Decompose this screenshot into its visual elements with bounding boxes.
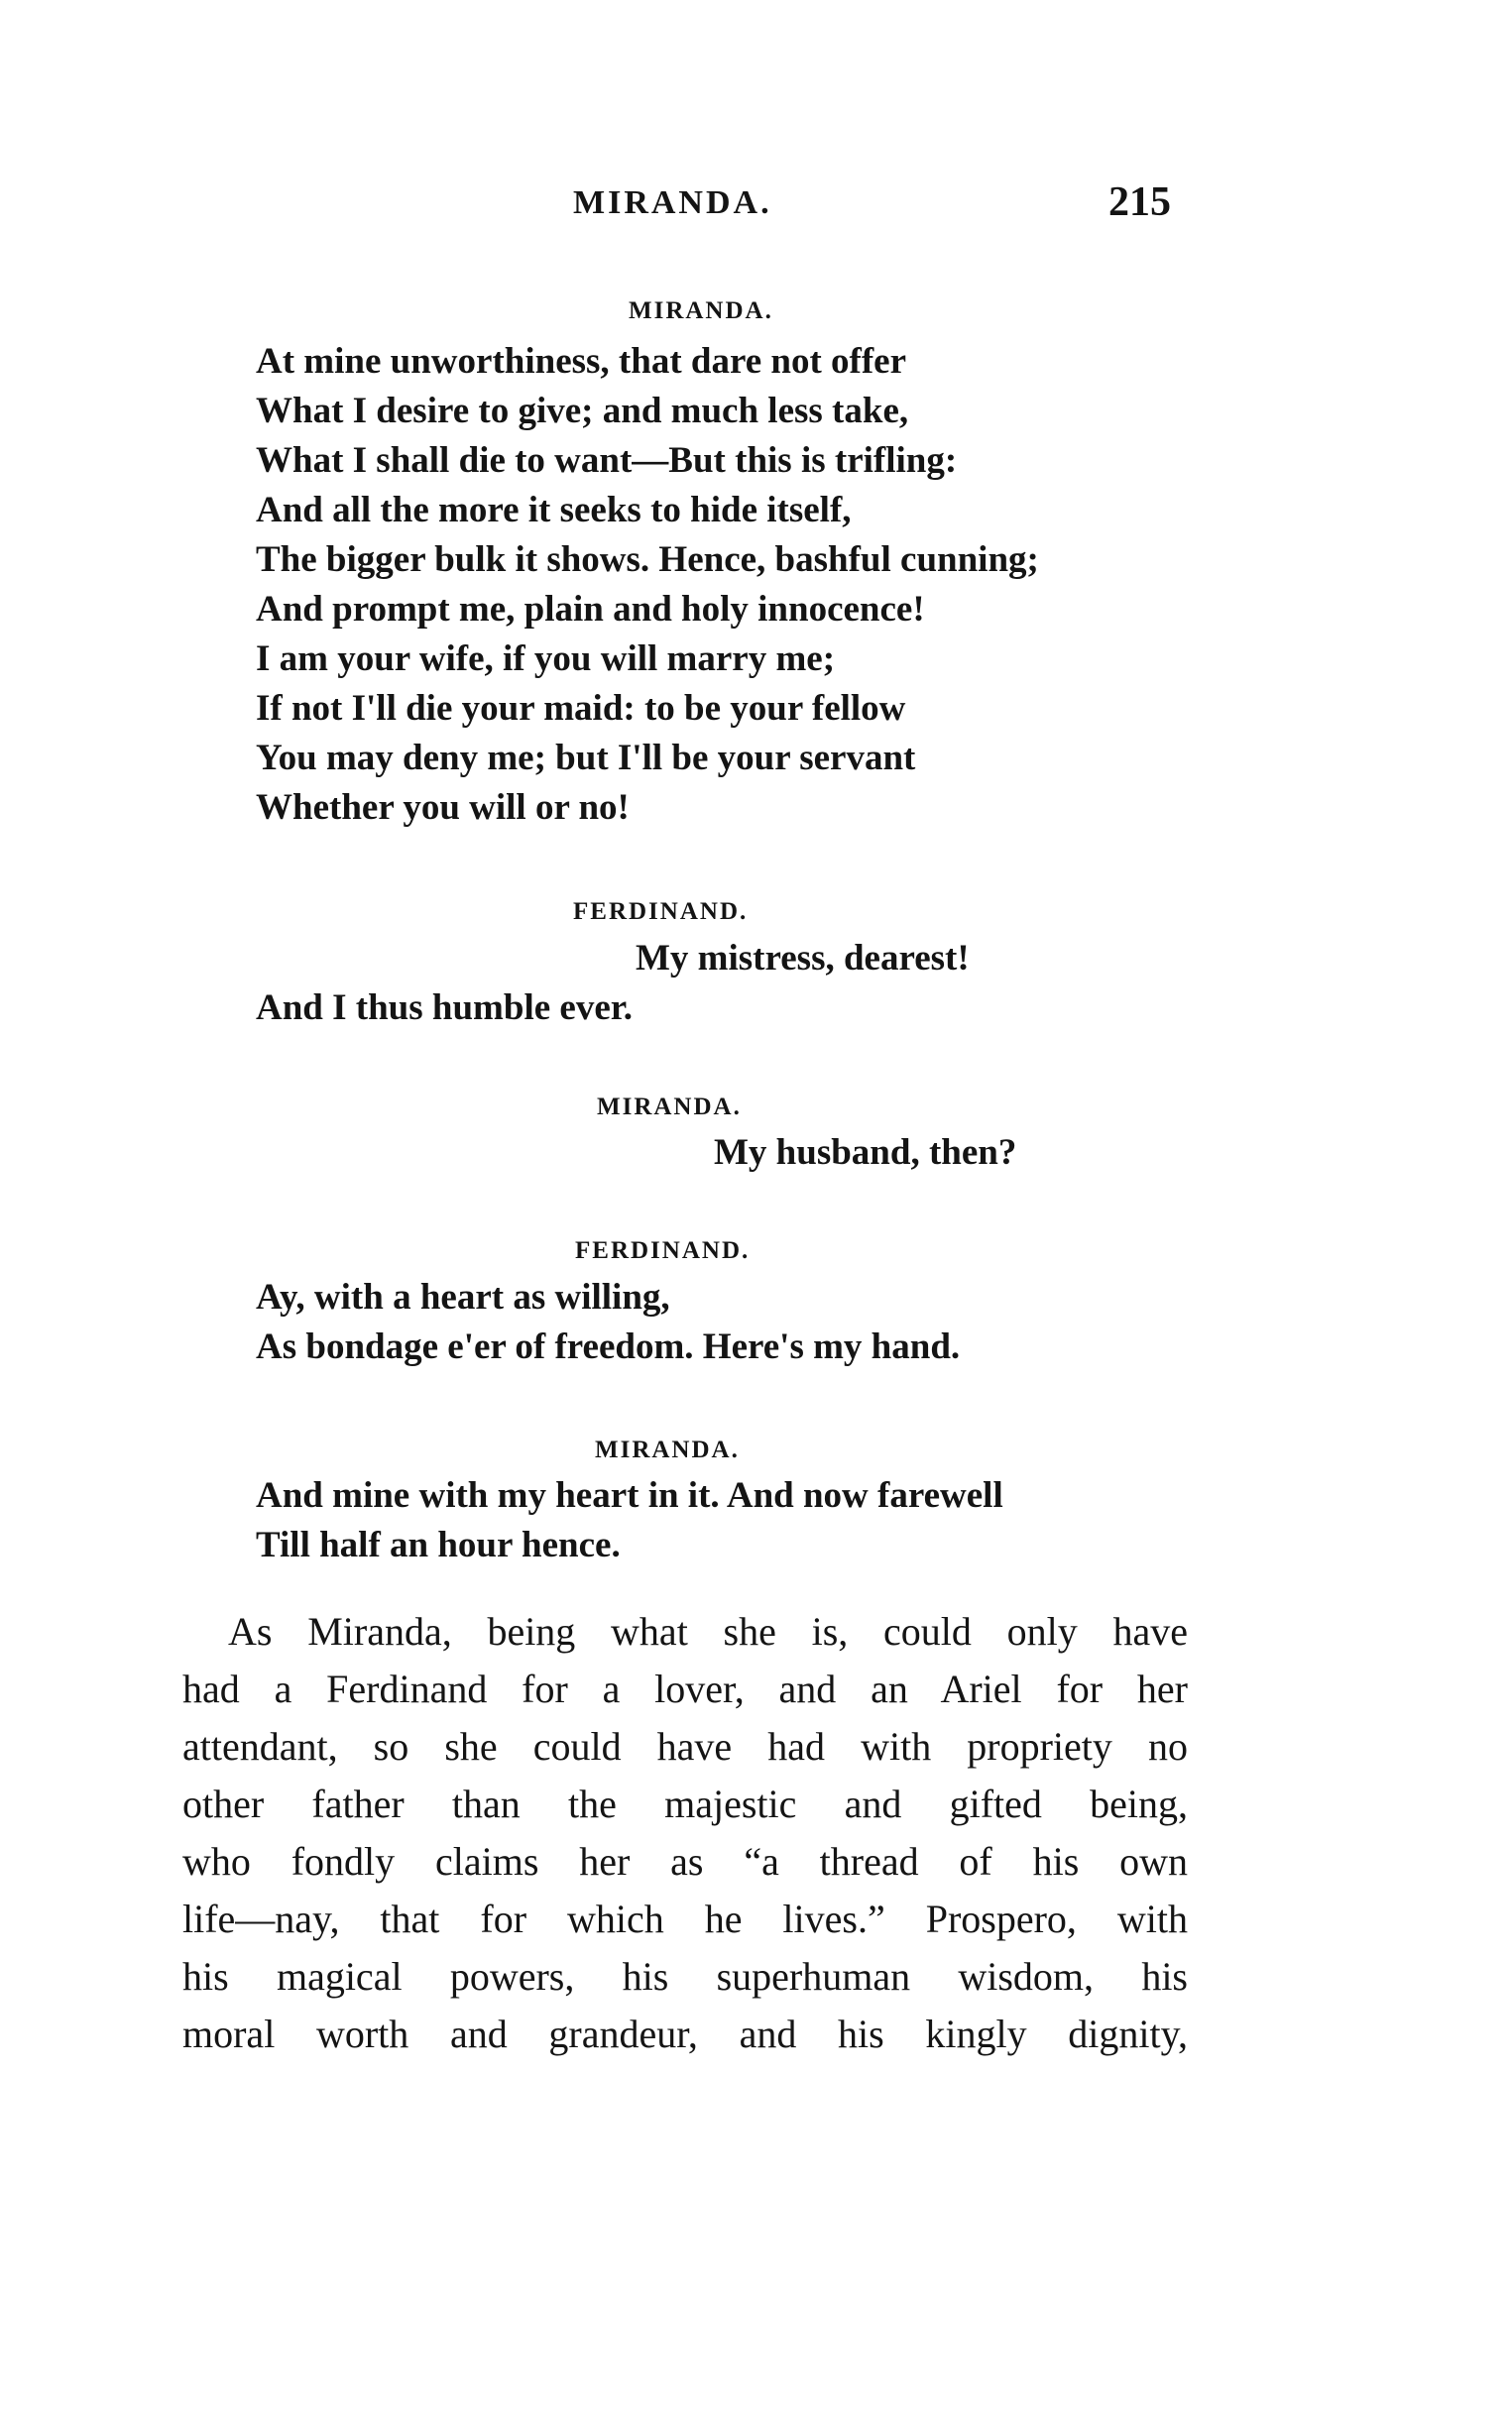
- verse-line: I am your wife, if you will marry me;: [256, 638, 836, 679]
- prose-line: his magical powers, his superhuman wisdom, his: [182, 1954, 1188, 1999]
- prose-line: had a Ferdinand for a lover, and an Ariel for her: [182, 1667, 1188, 1711]
- verse-line: My mistress, dearest!: [636, 938, 970, 979]
- verse-line: And all the more it seeks to hide itself,: [256, 490, 852, 530]
- speaker-heading-miranda: MIRANDA.: [597, 1094, 742, 1120]
- speaker-heading-ferdinand: FERDINAND.: [575, 1237, 751, 1264]
- verse-line: What I shall die to want—But this is trifling:: [256, 440, 958, 481]
- speech-miranda-1: [256, 337, 1039, 833]
- verse-line: The bigger bulk it shows. Hence, bashful cunning;: [256, 539, 1039, 580]
- verse-line: As bondage e'er of freedom. Here's my hand.: [256, 1326, 961, 1367]
- prose-line: attendant, so she could have had with propriety no: [182, 1724, 1188, 1769]
- prose-paragraph: [182, 1603, 1188, 2063]
- verse-line: Till half an hour hence.: [256, 1525, 621, 1565]
- page-number: 215: [1108, 179, 1171, 225]
- verse-line: You may deny me; but I'll be your servant: [256, 738, 916, 778]
- prose-line: life—nay, that for which he lives.” Prospero, with: [182, 1897, 1188, 1941]
- prose-line: who fondly claims her as “a thread of his own: [182, 1839, 1188, 1884]
- speech-ferdinand-2: [256, 1273, 960, 1372]
- verse-line: At mine unworthiness, that dare not offer: [256, 341, 907, 382]
- prose-line: moral worth and grandeur, and his kingly dignity,: [182, 2012, 1188, 2056]
- verse-line: And I thus humble ever.: [256, 987, 634, 1028]
- verse-line: If not I'll die your maid: to be your fellow: [256, 688, 906, 729]
- verse-line: My husband, then?: [714, 1132, 1017, 1173]
- verse-line: And prompt me, plain and holy innocence!: [256, 589, 925, 630]
- verse-line: And mine with my heart in it. And now farewell: [256, 1475, 1003, 1516]
- prose-line: As Miranda, being what she is, could only have: [228, 1609, 1188, 1654]
- running-head: [0, 179, 1512, 244]
- speech-ferdinand-1: [256, 934, 970, 1033]
- speaker-heading-miranda: MIRANDA.: [629, 297, 773, 324]
- verse-line: Whether you will or no!: [256, 787, 630, 828]
- verse-line: Ay, with a heart as willing,: [256, 1277, 670, 1318]
- speaker-heading-ferdinand: FERDINAND.: [573, 898, 749, 925]
- prose-line: other father than the majestic and gifted being,: [182, 1782, 1188, 1826]
- speech-miranda-2: [256, 1128, 1016, 1178]
- verse-line: What I desire to give; and much less take,: [256, 391, 909, 431]
- speech-miranda-3: [256, 1471, 1003, 1570]
- running-head-title: MIRANDA.: [573, 184, 772, 221]
- speaker-heading-miranda: MIRANDA.: [595, 1437, 740, 1463]
